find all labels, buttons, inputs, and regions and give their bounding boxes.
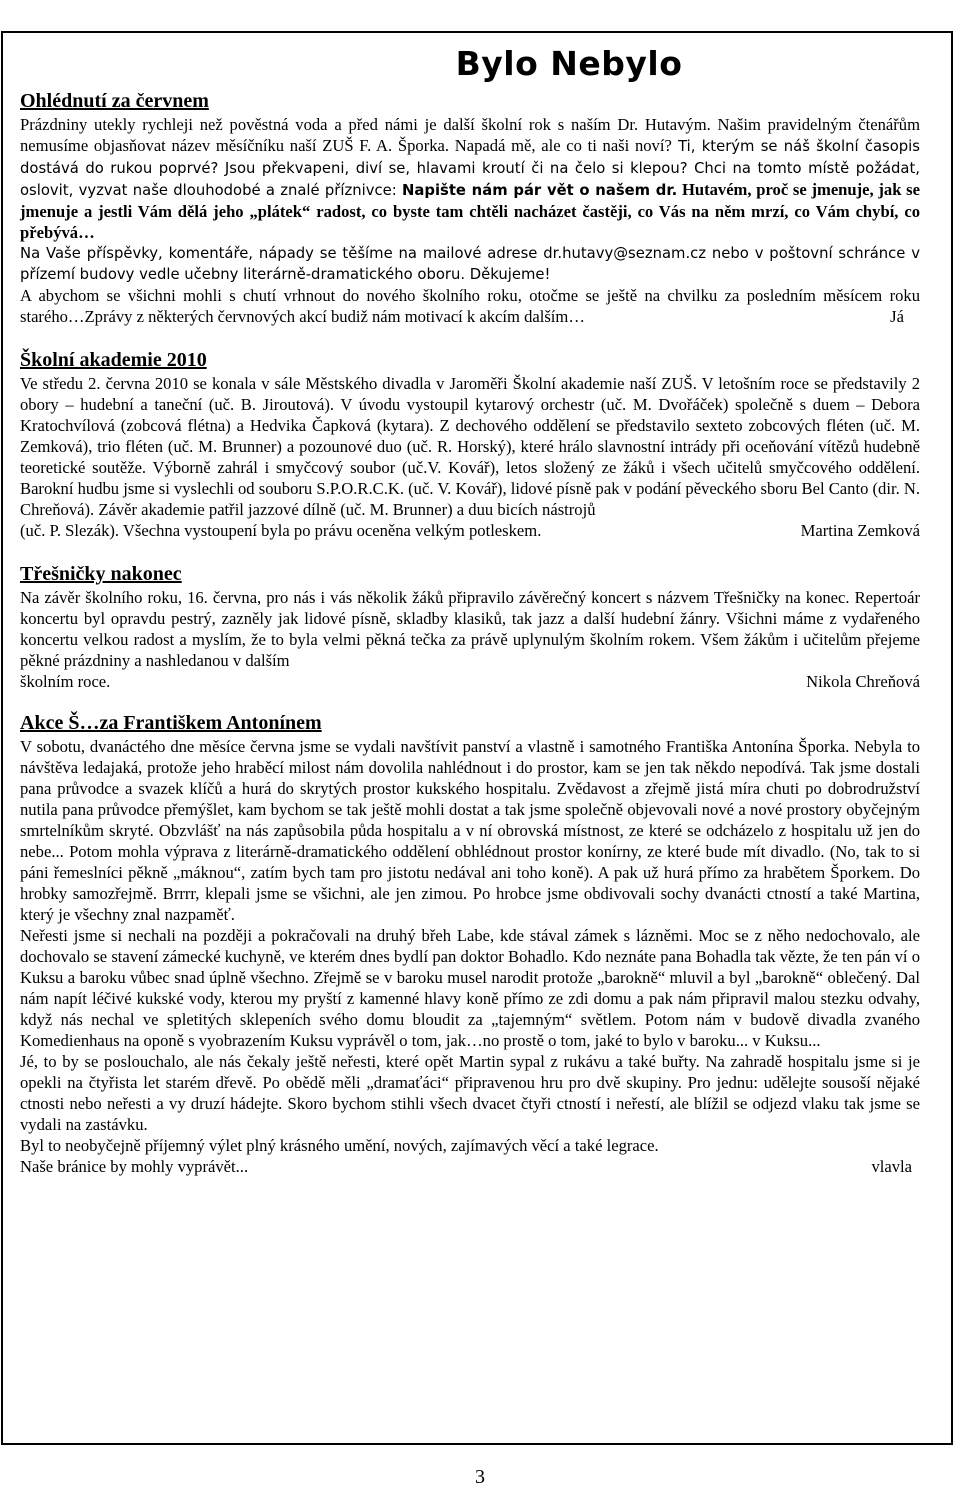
intro-paragraph [20,114,920,243]
intro-text-2: Ti, kterým se náš školní časopis dostává do rukou poprvé? Jsou překvapeni, diví se, hlavami kroutí či na čelo si klepou? Chci na tomto místě požádat, oslovit, vyzvat naše dlouhodobé a znalé příznivce: [20,138,920,199]
akademie-paragraph: Ve středu 2. června 2010 se konala v sále Městského divadla v Jaroměři Školní akademie naší ZUŠ. V letošním roce se představily 2 obory – hudební a taneční (uč. B. Jiroutová). V úvodu vystoupil kytarový orchestr (uč. M. Dvořáček) společně s duem – Debora Kratochvílová (zobcová flétna) a Hedvika Čapková (kytara). Z dechového oddělení se představilo sexteto zobcových fléten (uč. M. Zemková), trio fléten (uč. M. Brunner) a pozounové duo (uč. R. Horský), které hrálo slavnostní intrády při oceňování vítězů hudebně teoretické soutěže. Výborně zahrál i smyčcový soubor (uč.V. Kovář), letos složený ze žáků i všech učitelů smyčcového oddělení. Barokní hudbu jsme si vyslechli od souboru S.P.O.R.C.K. (uč. V. Kovář), lidové písně pak v podání pěveckého sboru Bel Canto (dir. N. Chreňová). Závěr akademie patřil jazzové dílně (uč. M. Brunner) a duu bicích nástrojů [20,374,920,519]
akce-paragraph-4: Byl to neobyčejně příjemný výlet plný krásného umění, nových, zajímavých věcí a také legrace. [20,1136,659,1155]
akce-last-line [20,1156,920,1177]
tresnicky-paragraph: Na závěr školního roku, 16. června, pro nás i vás několik žáků připravilo závěrečný koncert s názvem Třešničky na konec. Repertoár koncertu byl opravdu pestrý, zazněly jak lidové písně, skladby klasiků, tak jazz a další hudební žánry. Všichni máme z vydařeného koncertu velkou radost a myslím, že to byla velmi pěkná tečka za právě uplynulým školním rokem. Všem žákům i učitelům přejeme pěkné prázdniny a nashledanou v dalším [20,588,920,670]
akademie-last-text: (uč. P. Slezák). Všechna vystoupení byla po právu oceněna velkým potleskem. [20,521,542,540]
intro-text-3: Napište nám pár vět o našem dr. [402,182,678,199]
akademie-signature: Martina Zemková [800,521,920,540]
section-heading-akce: Akce Š…za Františkem Antonínem [20,712,322,734]
page-number: 3 [475,1466,485,1488]
akademie-last-line [20,520,920,541]
section-heading-akademie: Školní akademie 2010 [20,349,207,371]
author-signature: Já [890,307,904,326]
tresnicky-last-line [20,671,920,692]
page-content [20,88,920,1177]
intro-text-1: Prázdniny utekly rychleji než pověstná voda a před námi je další školní rok s naším Dr. Hutavým. Našim pravidelným čtenářům nemusíme objasňovat název měsíčníku naší ZUŠ F. A. Šporka. Napadá mě, ale co ti naši noví? [20,115,920,155]
closing-paragraph [20,285,920,327]
akce-last-text: Naše bránice by mohly vyprávět... [20,1157,249,1176]
akce-paragraph-2: Neřesti jsme si nechali na později a pokračovali na druhý břeh Labe, kde stával zámek s lázněmi. Moc se z něho nedochovalo, ale dochovalo se stavení zámecké kuchyně, ve kterém dnes bydlí pan doktor Bohadlo. Kdo neznáte pana Bohadla tak vězte, že ten pán ví o Kuksu a baroku vůbec snad úplně všechno. Zřejmě se v baroku musel narodit protože „barokně“ mluvil a byl „barokně“ oblečený. Dal nám napít léčivé kukské vody, kterou my pryští z kamenné hlavy koně přímo ze zdi domu a pak nám připravil malou stezku odvahy, když nás nechal ve spletitých sklepeních svého domu bloudit za „tajemným“ světlem. Potom nám v budově divadla zvaného Komedienhaus na oponě s vyobrazením Kuksu vyprávěl o tom, jak…no prostě o tom, jaké to bylo v baroku... v Kuksu... [20,926,920,1050]
tresnicky-last-text: školním roce. [20,672,111,691]
tresnicky-signature: Nikola Chreňová [806,672,920,691]
section-heading-ohlednuti: Ohlédnutí za červnem [20,90,209,112]
section-heading-tresnicky: Třešničky nakonec [20,563,182,585]
closing-text: A abychom se všichni mohli s chutí vrhnout do nového školního roku, otočme se ještě na chvilku za posledním měsícem roku starého…Zprávy z některých červnových akcí budiž nám motivací k akcím dalším… [20,286,920,326]
akce-paragraph-1: V sobotu, dvanáctého dne měsíce června jsme se vydali navštívit panství a vlastně i samotného Františka Antonína Šporka. Nebyla to návštěva ledajaká, protože jeho hraběcí milost nám dovolila nahlédnout i do prostor, kam se jen tak někdo nepodívá. Tak jsme dostali pana průvodce a svazek klíčů a hurá do skrytých prostor kukského hospitalu. Zvědavost a zřejmě jistá míra chuti po dobrodružství nutila pana průvodce přemýšlet, kam bychom se tak ještě mohli dostat a tak jsme společně objevovali nové a nové prostory obyčejným smrtelníkům skryté. Obzvlášť na nás zapůsobila půda hospitalu a v ní obrovská místnost, ze které se odcházelo z hospitalu už jen do nebe... Potom mohla výprava z literárně-dramatického oddělení obhlédnout prostor konírny, ze které bude mít divadlo. (No, tak to si páni řemeslníci pěkně „máknou“, zatím bych tam pro jistotu nedával ani toho koně). A pak už hurá přímo za hrabětem Šporkem. Do hrobky samozřejmě. Brrrr, klepali jsme se všichni, ale jen zimou. Po hrobce jsme obdivovali sochy dvanácti ctností a také Martina, který je všechny znal nazpaměť. [20,737,920,924]
newsletter-title: Bylo Nebylo [455,44,683,83]
akce-signature: vlavla [871,1157,912,1176]
contact-paragraph: Na Vaše příspěvky, komentáře, nápady se těšíme na mailové adrese dr.hutavy@seznam.cz nebo v poštovní schránce v přízemí budovy vedle učebny literárně-dramatického oboru. Děkujeme! [20,245,920,283]
akce-paragraph-3: Jé, to by se poslouchalo, ale nás čekaly ještě neřesti, které opět Martin sypal z rukávu a také buřty. Na zahradě hospitalu jsme si je opekli na čtyřista let starém dřevě. Po obědě měli „dramaťáci“ připravenou hru pro dvě skupiny. Pro jednu: udělejte sousoší nějaké ctnosti nebo neřesti a vy druzí hádejte. Skoro bychom stihli všech dvacet čtyři ctností i neřestí, ale blížil se odjezd vlaku tak jsme se vydali na zastávku. [20,1052,920,1134]
intro-text-4: Hutavém, proč se jmenuje, jak se jmenuje a jestli Vám dělá jeho „plátek“ radost, co byste tam chtěli nacházet častěji, co Vás na něm mrzí, co Vám chybí, co přebývá… [20,180,920,242]
